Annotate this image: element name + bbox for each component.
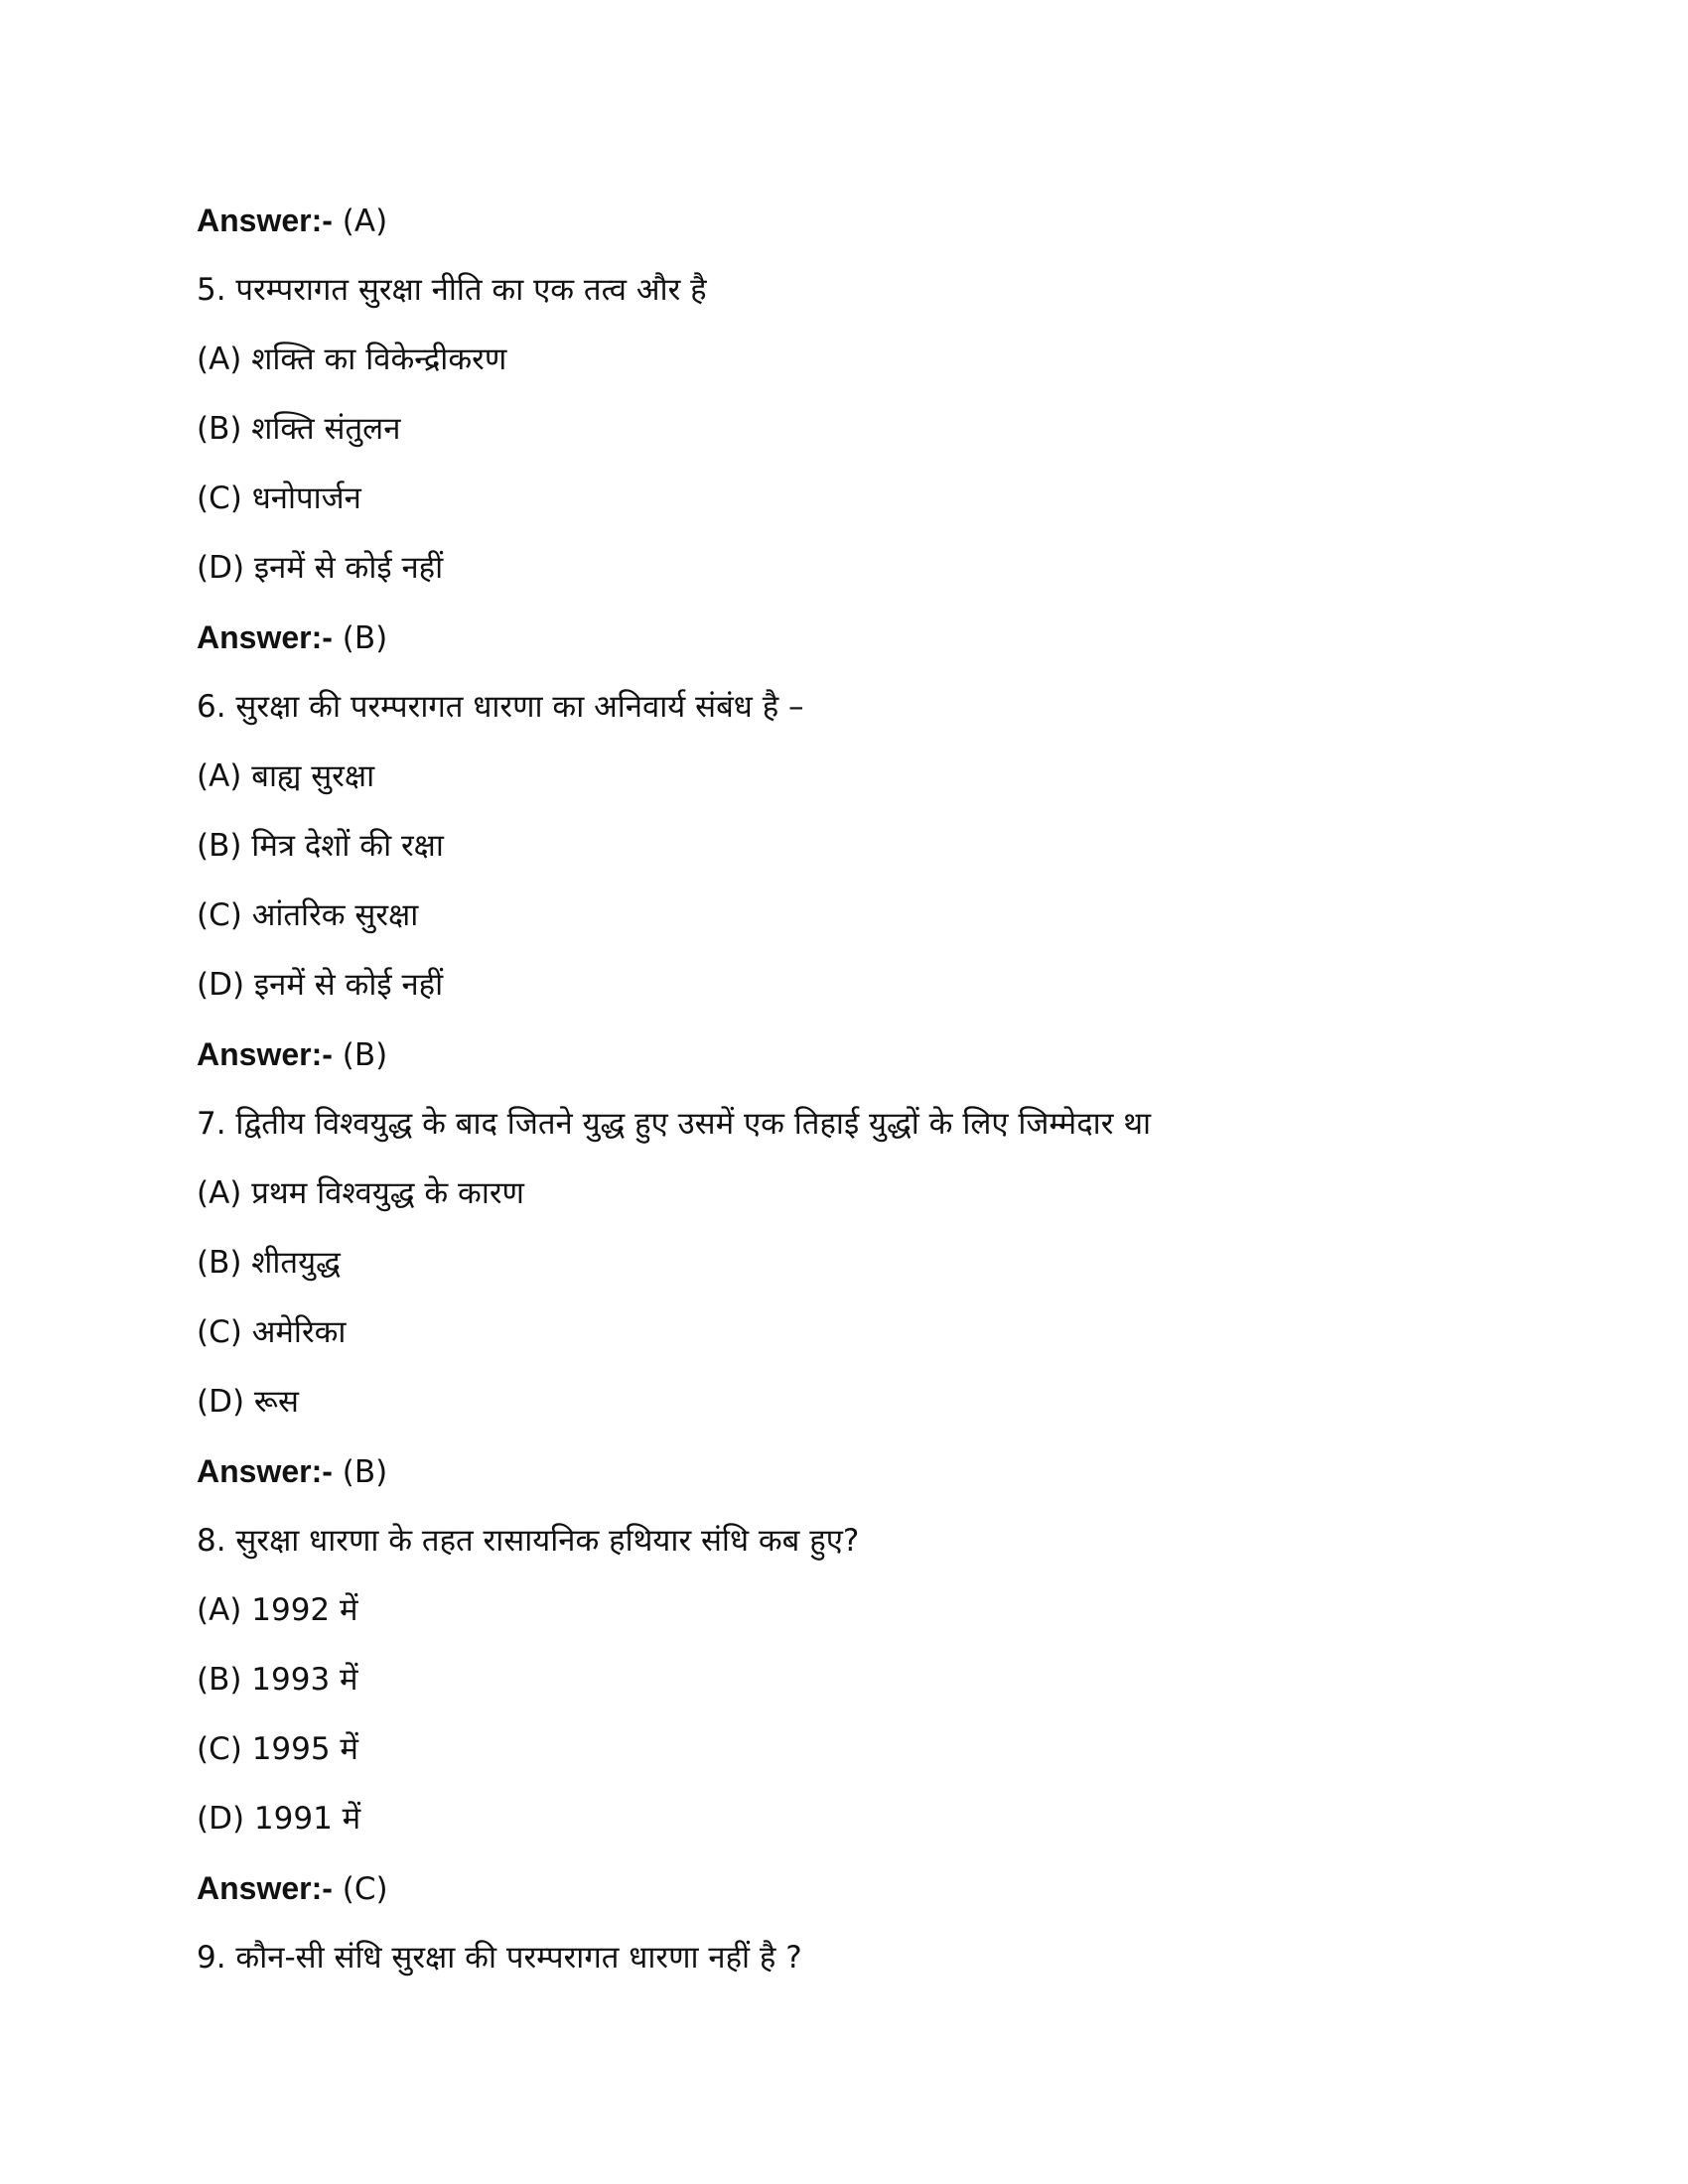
question-8-option-a: (A) 1992 में	[197, 1592, 358, 1628]
question-7-option-d: (D) रूस	[197, 1384, 299, 1420]
question-7-text: 7. द्वितीय विश्वयुद्ध के बाद जितने युद्ध हुए उसमें एक तिहाई युद्धों के लिए जिम्मेदार था	[197, 1106, 1152, 1142]
question-8-option-c: (C) 1995 में	[197, 1731, 358, 1767]
answer-line	[197, 1024, 1507, 1084]
answer-label: Answer:-	[197, 1036, 333, 1072]
question-7-option-a: (A) प्रथम विश्वयुद्ध के कारण	[197, 1175, 524, 1211]
answer-line	[197, 191, 1507, 250]
question-6-option-d: (D) इनमें से कोई नहीं	[197, 967, 444, 1003]
question-6-option-a: (A) बाह्य सुरक्षा	[197, 758, 375, 794]
question-5-text: 5. परम्परागत सुरक्षा नीति का एक तत्व और है	[197, 272, 707, 308]
answer-line	[197, 608, 1507, 667]
question-5-option-b: (B) शक्ति संतुलन	[197, 411, 401, 447]
question-5-option-d: (D) इनमें से कोई नहीं	[197, 550, 444, 586]
question-8-text: 8. सुरक्षा धारणा के तहत रासायनिक हथियार संधि कब हुए?	[197, 1523, 860, 1559]
answer-value: (B)	[342, 1454, 388, 1490]
answer-label: Answer:-	[197, 1870, 333, 1906]
question-6-text: 6. सुरक्षा की परम्परागत धारणा का अनिवार्य संबंध है –	[197, 689, 804, 725]
answer-value: (B)	[342, 620, 388, 656]
answer-value: (B)	[342, 1037, 388, 1073]
answer-line	[197, 1441, 1507, 1501]
question-7-option-b: (B) शीतयुद्ध	[197, 1245, 341, 1281]
question-9-text: 9. कौन-सी संधि सुरक्षा की परम्परागत धारणा नहीं है ?	[197, 1940, 802, 1976]
answer-line	[197, 1858, 1507, 1918]
question-8-option-b: (B) 1993 में	[197, 1662, 358, 1698]
answer-label: Answer:-	[197, 203, 333, 238]
question-5-option-c: (C) धनोपार्जन	[197, 480, 361, 516]
question-7-option-c: (C) अमेरिका	[197, 1314, 347, 1350]
question-6-option-b: (B) मित्र देशों की रक्षा	[197, 828, 444, 864]
question-8-option-d: (D) 1991 में	[197, 1801, 361, 1837]
answer-value: (C)	[342, 1871, 388, 1907]
answer-label: Answer:-	[197, 1453, 333, 1489]
answer-label: Answer:-	[197, 619, 333, 655]
question-6-option-c: (C) आंतरिक सुरक्षा	[197, 897, 419, 933]
question-5-option-a: (A) शक्ति का विकेन्द्रीकरण	[197, 341, 507, 377]
answer-value: (A)	[342, 204, 388, 239]
